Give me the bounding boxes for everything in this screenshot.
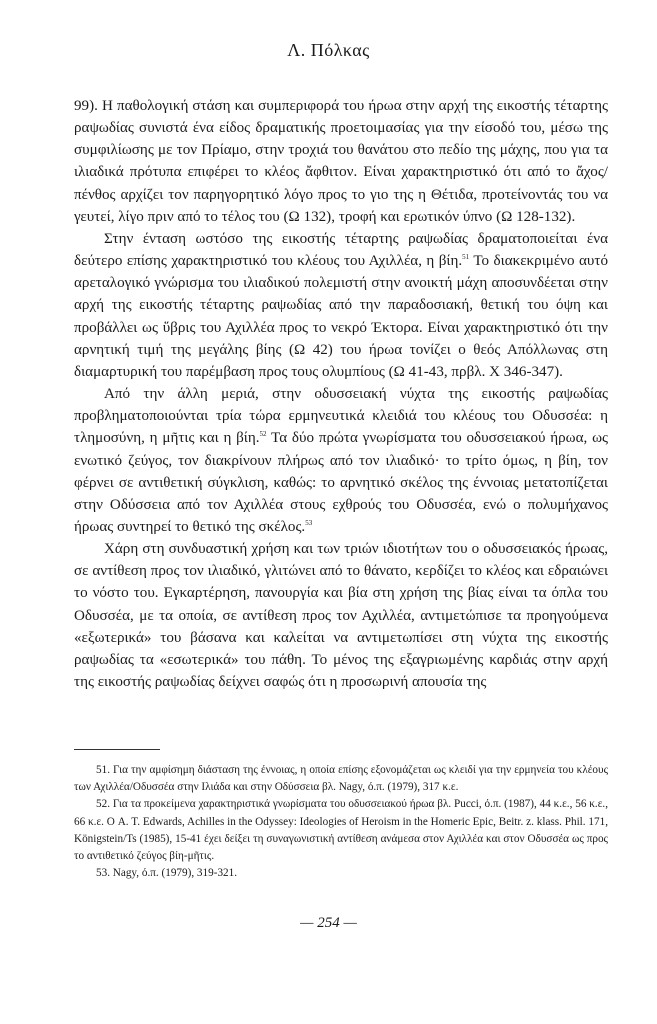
- running-head: Λ. Πόλκας: [287, 40, 370, 60]
- paragraph-3-part-a: Από την άλλη μεριά, στην οδυσσειακή νύχτα της εικοστής ραψωδίας προβληματοποιούνται τρία τώρα ερμηνευτικά κλειδιά του κλέους του Οδυσσέα: η τλημοσύνη, η μῆτις και η βίη.: [74, 386, 608, 447]
- paragraph-2-part-a: Στην ένταση ωστόσο της εικοστής τέταρτης ραψωδίας δραματοποιείται ένα δεύτερο επίσης χαρακτηριστικό του κλέους του Αχιλλέα, η βίη.: [74, 230, 608, 270]
- paragraph-3: [74, 383, 608, 538]
- footnote-ref-53[interactable]: 53: [305, 518, 313, 527]
- footnotes: [74, 762, 608, 882]
- paragraph-4: Χάρη στη συνδυαστική χρήση και των τριών ιδιοτήτων του ο οδυσσειακός ήρωας, σε αντίθεση προς τον ιλιαδικό, γλιτώνει από το θάνατο, κερδίζει το κλέος και εδραιώνει το νόστο του. Εγκαρτέρηση, πανουργία και βία στη χρήση της βίας είναι τα όπλα του Οδυσσέα, με τα οποία, σε αντίθεση προς τον Αχιλλέα, αντιμετώπισε τα προηγούμενα «εξωτερικά» του βάσανα και καλείται να αντιμετωπίσει στη νύχτα της εικοστής ραψωδίας τα «εσωτερικά» του πάθη. Το μένος της εξαγριωμένης καρδιάς στην αρχή της εικοστής ραψωδίας δείχνει σαφώς ότι η προσωρινή απουσία της: [74, 541, 608, 691]
- main-text: [74, 95, 608, 693]
- footnote-ref-52[interactable]: 52: [259, 430, 267, 439]
- paragraph-2: [74, 228, 608, 383]
- paragraph-1: 99). Η παθολογική στάση και συμπεριφορά του ήρωα στην αρχή της εικοστής τέταρτης ραψωδίας συνιστά ένα είδος δραματικής προετοιμασίας για την είσοδό του, μέσω της συμφιλίωσης με τον Πρίαμο, στην τροχιά του θανάτου στο πεδίο της μάχης, που για τα ιλιαδικά πρότυπα επιφέρει το κλέος ἄφθιτον. Είναι χαρακτηριστικό ότι από το ἄχος/πένθος αρχίζει τον παρηγορητικό λόγο προς το γιο της η Θέτιδα, προτείνοντάς του να γευτεί, λίγο πριν από το τέλος του (Ω 132), τροφή και ερωτικόν ύπνο (Ω 128-132).: [74, 98, 608, 225]
- paragraph-2-part-b: Το διακεκριμένο αυτό αρεταλογικό γνώρισμα του ιλιαδικού πολεμιστή στην ανοικτή μάχη αποσυνδέεται στην αρχή της εικοστής τέταρτης ραψωδίας από την παραδοσιακή, θετική του όψη και προβάλλει ως ὕβρις του Αχιλλέα προς το νεκρό Έκτορα. Είναι χαρακτηριστικό ότι την αρνητική τιμή της μεγάλης βίης (Ω 42) του ήρωα τονίζει ο θεός Απόλλωνας στη διαμαρτυρική του παρέμβαση προς τους ολυμπίους (Ω 41-43, πρβλ. Χ 346-347).: [74, 253, 608, 380]
- footnote-ref-51[interactable]: 51: [462, 253, 470, 262]
- footnote-divider: [74, 749, 160, 750]
- footnote-52: 52. Για τα προκείμενα χαρακτηριστικά γνωρίσματα του οδυσσειακού ήρωα βλ. Pucci, ό.π. (1987), 44 κ.ε., 56 κ.ε., 66 κ.ε. Ο A. T. Edwards, Achilles in the Odyssey: Ideologies of Heroism in the Homeric Epic, Beitr. z. klass. Phil. 171, Königstein/Ts (1985), 15-41 έχει δείξει τη συναγωνιστική αντίθεση ανάμεσα στον Αχιλλέα και στον Οδυσσέα ως προς το αντιθετικό ζεύγος βίη-μῆτις.: [74, 798, 608, 863]
- paragraph-3-part-b: Τα δύο πρώτα γνωρίσματα του οδυσσειακού ήρωα, ως ενωτικό ζεύγος, τον διακρίνουν πλήρως από τον ιλιαδικό· το τρίτο όμως, η βίη, τον φέρνει σε αντιθετική σύγκλιση, καθώς: το αρνητικό σκέλος της έννοιας μετατοπίζεται στην Οδύσσεια από τον Αχιλλέα στους εχθρούς του Οδυσσέα, ενώ ο πολυμήχανος ήρωας συντηρεί το θετικό της σκέλος.: [74, 430, 608, 535]
- footnote-53: 53. Nagy, ό.π. (1979), 319-321.: [96, 867, 238, 880]
- footnote-51: 51. Για την αμφίσημη διάσταση της έννοιας, η οποία επίσης εξονομάζεται ως κλειδί για την ερμηνεία του κλέους των Αχιλλέα/Οδυσσέα στην Ιλιάδα και στην Οδύσσεια βλ. Nagy, ό.π. (1979), 317 κ.ε.: [74, 764, 608, 794]
- page-number: — 254 —: [300, 915, 357, 931]
